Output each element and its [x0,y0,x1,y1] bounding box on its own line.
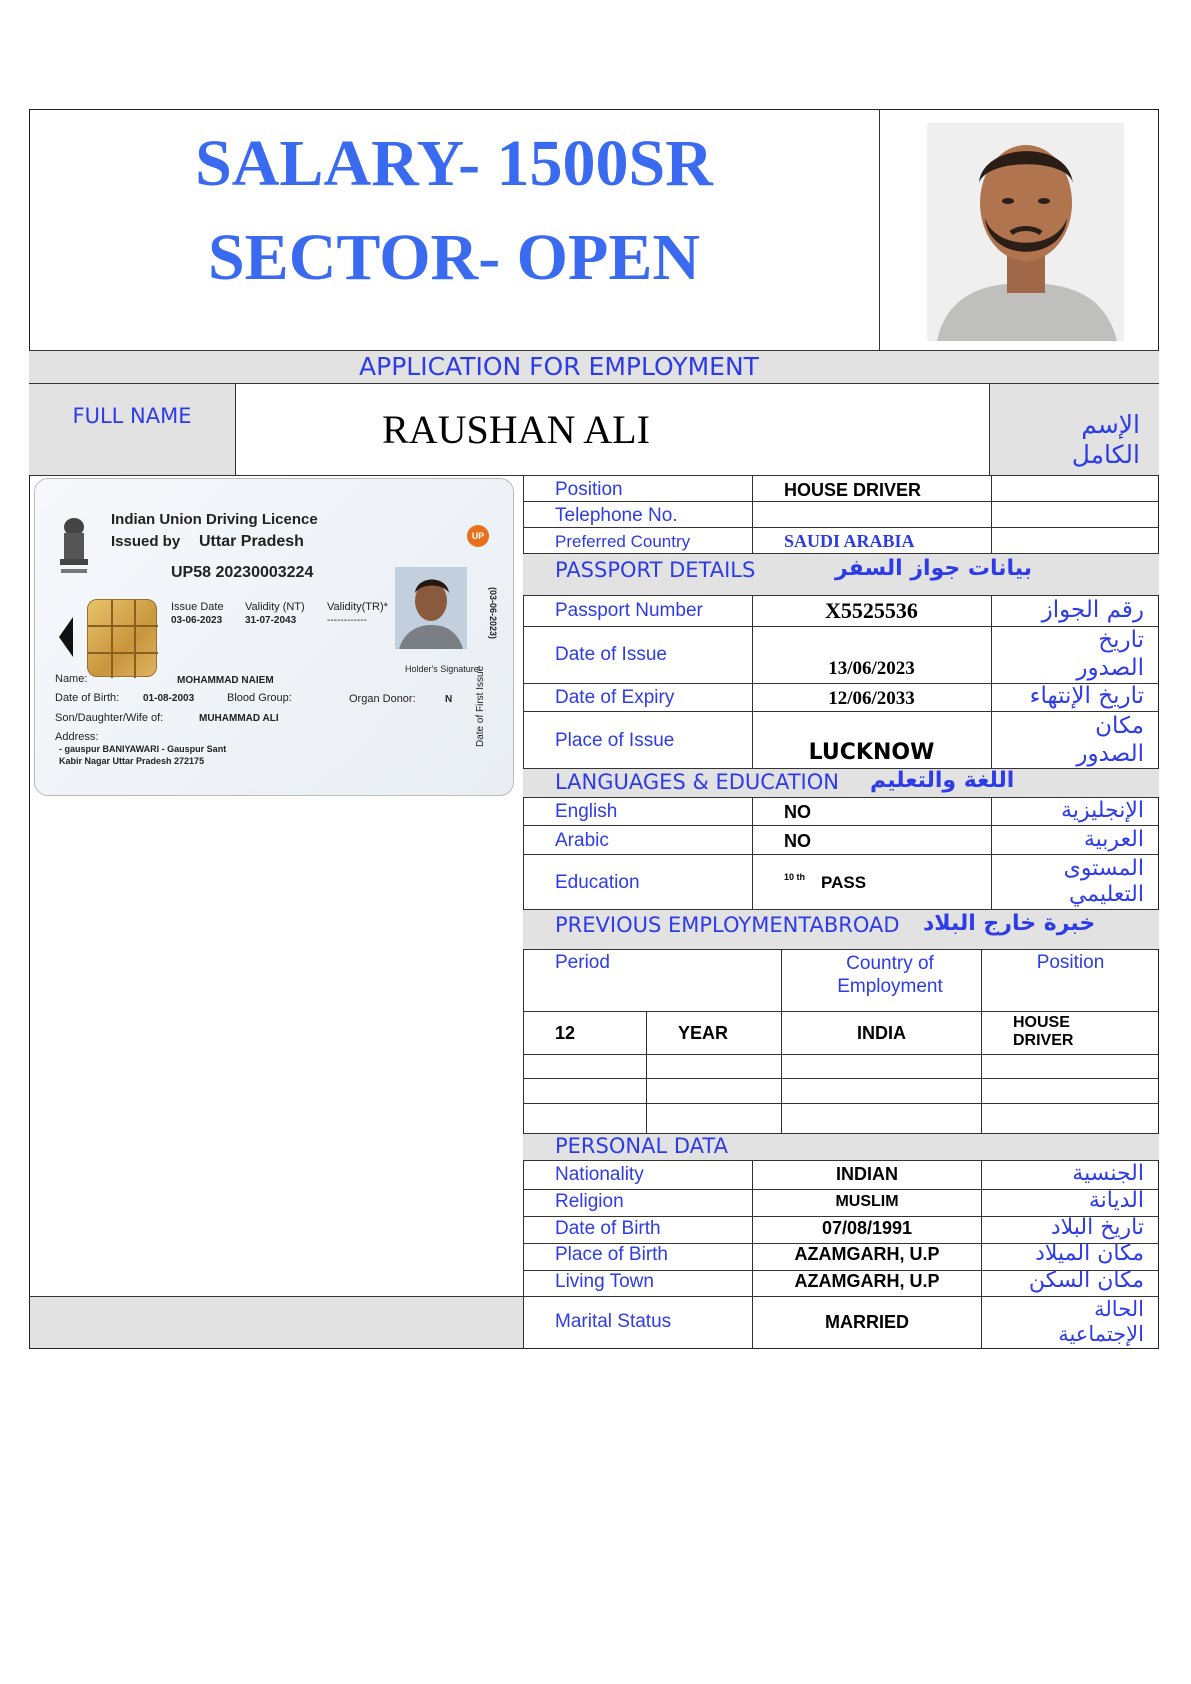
english-label: English [555,801,618,822]
validity-tr-label: Validity(TR)* [327,601,388,613]
telephone-label: Telephone No. [555,505,678,526]
position-header: Position [1036,952,1105,973]
passport-number-label: Passport Number [555,600,703,621]
arabic-label: Arabic [555,830,609,851]
preferred-country-label: Preferred Country [555,532,691,551]
first-issue-label: Date of First Issue [475,665,486,747]
licence-address-label: Address: [55,731,99,743]
licence-address-line2: Kabir Nagar Uttar Pradesh 272175 [59,756,205,766]
arabic-value: NO [784,831,811,851]
first-issue-date: (03-06-2023) [488,587,498,640]
place-of-issue-value: LUCKNOW [808,740,935,765]
place-of-birth-value: AZAMGARH, U.P [794,1244,940,1264]
nationality-value: INDIAN [836,1164,898,1184]
languages-title-arabic: اللغة والتعليم [870,768,1015,793]
languages-title: LANGUAGES & EDUCATION [555,770,839,794]
nationality-arabic: الجنسية [1072,1161,1144,1186]
state-badge: UP [467,525,489,547]
full-name-arabic: الإسم الكامل [1071,410,1140,469]
applicant-photo [927,123,1124,341]
place-of-birth-label: Place of Birth [555,1244,668,1265]
application-title: APPLICATION FOR EMPLOYMENT [359,352,759,381]
previous-employment-title: PREVIOUS EMPLOYMENTABROAD [555,913,900,937]
licence-dob: 01-08-2003 [143,693,195,704]
living-town-value: AZAMGARH, U.P [794,1271,940,1291]
licence-title: Indian Union Driving Licence [111,511,318,528]
full-name-label: FULL NAME [72,404,192,428]
licence-blood-label: Blood Group: [227,692,292,704]
date-of-issue-arabic: تاريخ الصدور [1076,627,1144,681]
date-of-birth-label: Date of Birth [555,1218,661,1239]
holder-signature-label: Holder's Signature [405,664,479,674]
licence-name: MOHAMMAD NAIEM [177,675,274,686]
marital-status-arabic: الحالة الإجتماعية [1058,1297,1144,1347]
arabic-arabic: العربية [1083,827,1144,852]
sector-heading: SECTOR- OPEN [207,221,701,294]
full-name-label-cell [29,384,236,475]
date-of-expiry-value: 12/06/2033 [828,688,915,709]
religion-value: MUSLIM [835,1193,899,1210]
english-arabic: الإنجليزية [1061,798,1144,823]
employment-country: INDIA [857,1023,906,1043]
driving-licence-card [34,478,514,796]
employment-unit: YEAR [678,1023,729,1043]
date-of-issue-label: Date of Issue [555,644,667,665]
date-of-expiry-label: Date of Expiry [555,687,675,708]
emblem-icon [55,515,93,579]
chip-icon [87,599,157,677]
english-value: NO [784,802,811,822]
place-of-issue-arabic: مكان الصدور [1076,713,1144,767]
licence-relation: MUHAMMAD ALI [199,713,279,724]
education-label: Education [555,872,640,893]
date-of-birth-value: 07/08/1991 [821,1218,913,1238]
date-of-issue-value: 13/06/2023 [828,658,915,679]
licence-organ-label: Organ Donor: [349,693,416,705]
validity-nt: 31-07-2043 [245,615,297,626]
passport-number-arabic: رقم الجواز [1041,597,1144,623]
licence-issued-by-label: Issued by [111,533,181,550]
religion-arabic: الديانة [1088,1188,1144,1213]
education-value: PASS [821,873,867,892]
country-of-employment-header: Country of Employment [837,953,943,997]
licence-dob-label: Date of Birth: [55,692,120,704]
validity-tr: ------------ [327,615,367,626]
date-of-expiry-arabic: تاريخ الإنتهاء [1029,683,1144,709]
issue-date: 03-06-2023 [171,615,223,626]
period-header: Period [555,952,610,973]
licence-relation-label: Son/Daughter/Wife of: [55,712,164,724]
licence-name-label: Name: [55,673,88,685]
full-name-value: RAUSHAN ALI [382,407,650,452]
licence-address-line1: - gauspur BANIYAWARI - Gauspur Sant [59,744,227,754]
preferred-country-value: SAUDI ARABIA [784,531,915,551]
place-of-issue-label: Place of Issue [555,730,675,751]
passport-number-value: X5525536 [825,598,918,623]
employment-years: 12 [555,1023,576,1043]
licence-holder-photo [395,567,467,649]
previous-employment-title-arabic: خبرة خارج البلاد [923,911,1096,936]
education-arabic: المستوى التعليمي [1063,856,1144,908]
issue-date-label: Issue Date [171,601,224,613]
date-of-birth-arabic: تاريخ البلاد [1050,1215,1144,1240]
religion-label: Religion [555,1191,624,1212]
passport-title-arabic: بيانات جواز السفر [835,556,1033,581]
position-value: HOUSE DRIVER [784,480,922,500]
living-town-label: Living Town [555,1271,654,1292]
licence-organ: N [445,694,453,705]
validity-nt-label: Validity (NT) [245,601,305,613]
licence-number: UP58 20230003224 [171,564,314,581]
place-of-birth-arabic: مكان الميلاد [1035,1241,1144,1266]
employment-position: HOUSE DRIVER [1013,1014,1074,1050]
marital-status-label: Marital Status [555,1311,672,1332]
salary-heading: SALARY- 1500SR [195,127,713,200]
marital-status-value: MARRIED [825,1312,909,1332]
education-grade: 10 th [784,872,806,882]
personal-data-title: PERSONAL DATA [555,1134,728,1158]
nationality-label: Nationality [555,1164,644,1185]
licence-issued-by: Uttar Pradesh [199,533,304,550]
passport-title: PASSPORT DETAILS [555,558,756,582]
arrow-left-icon [59,617,73,657]
bottom-left-shaded-cell [30,1297,523,1348]
living-town-arabic: مكان السكن [1028,1268,1144,1293]
position-label: Position [555,479,623,500]
